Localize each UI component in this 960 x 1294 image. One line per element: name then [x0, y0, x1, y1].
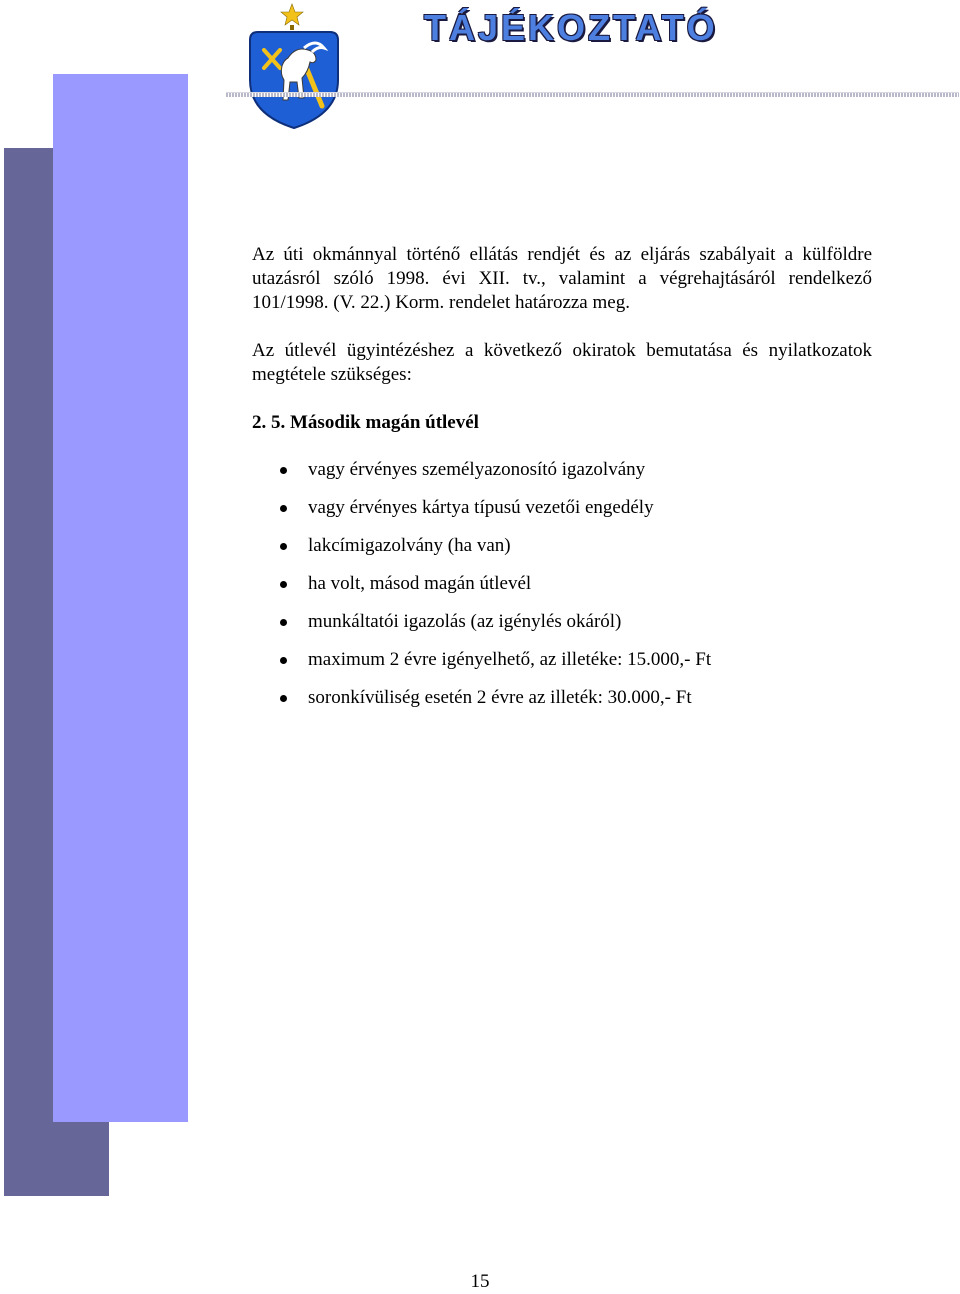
list-item-text: ha volt, másod magán útlevél [308, 573, 532, 594]
list-item-text: maximum 2 évre igényelhető, az illetéke: 15.000,- Ft [308, 649, 712, 670]
header-divider [226, 92, 959, 97]
bullet-icon [280, 695, 287, 702]
document-body [252, 243, 872, 724]
list-item-text: munkáltatói igazolás (az igénylés okáról) [308, 611, 622, 632]
list-item-text: lakcímigazolvány (ha van) [308, 535, 511, 556]
list-item-text: vagy érvényes személyazonosító igazolvány [308, 459, 646, 480]
list-item [252, 610, 872, 648]
list-item [252, 458, 872, 496]
bullet-icon [280, 657, 287, 664]
list-item [252, 496, 872, 534]
list-item-text: vagy érvényes kártya típusú vezetői engedély [308, 497, 654, 518]
coat-of-arms-icon [244, 2, 344, 130]
intro-paragraph: Az úti okmánnyal történő ellátás rendjét és az eljárás szabályait a külföldre utazásról szóló 1998. évi XII. tv., valamint a végrehajtásáról rendelkező 101/1998. (V. 22.) Korm. rendelet határozza meg. [252, 244, 872, 313]
decorative-light-bar [53, 74, 188, 1122]
requirements-list [252, 458, 872, 724]
bullet-icon [280, 505, 287, 512]
list-item-text: soronkívüliség esetén 2 évre az illeték: 30.000,- Ft [308, 687, 692, 708]
section-heading: 2. 5. Második magán útlevél [252, 412, 479, 433]
crown-star-icon [281, 4, 303, 30]
list-item [252, 534, 872, 572]
bullet-icon [280, 543, 287, 550]
page-number: 15 [470, 1271, 490, 1292]
list-item [252, 648, 872, 686]
page-title: TÁJÉKOZTATÓ [424, 7, 718, 48]
requirements-paragraph: Az útlevél ügyintézéshez a következő okiratok bemutatása és nyilatkozatok megtétele szükséges: [252, 340, 872, 385]
bullet-icon [280, 467, 287, 474]
bullet-icon [280, 581, 287, 588]
list-item [252, 572, 872, 610]
bullet-icon [280, 619, 287, 626]
list-item [252, 686, 872, 724]
